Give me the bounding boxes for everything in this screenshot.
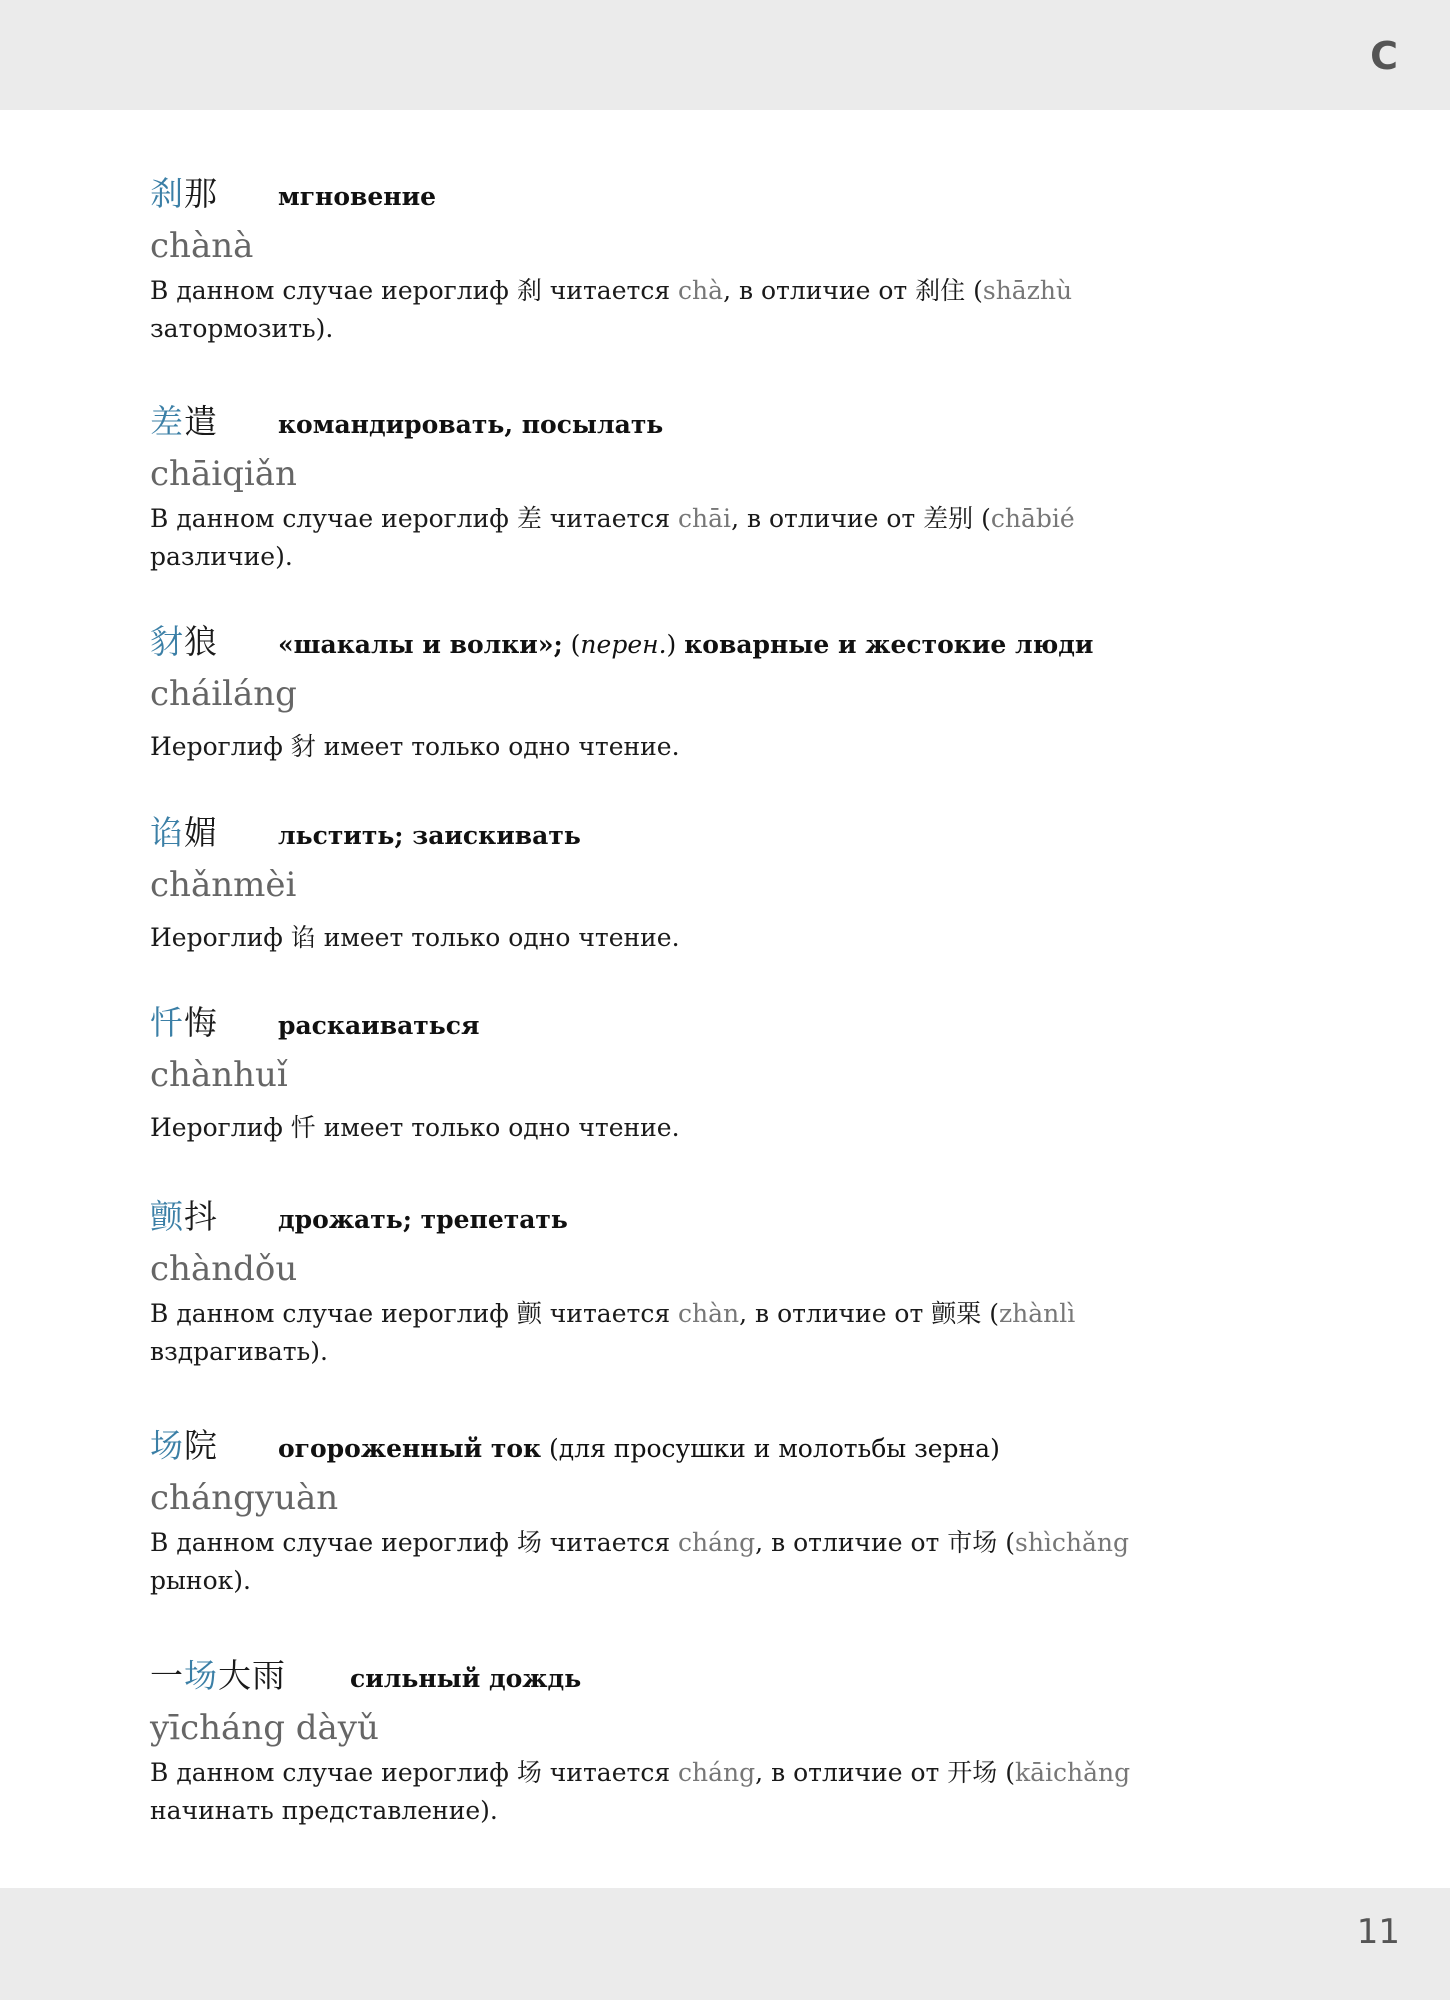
entry-pinyin: chàndǒu	[150, 1249, 298, 1289]
entry-headline	[150, 811, 1200, 861]
dictionary-entry	[150, 1001, 1200, 1147]
entry-headline	[150, 1001, 1200, 1051]
entry-note: В данном случае иероглиф 场 читается cháng, в отличие от 开场 (kāichǎng начинать представление).	[150, 1758, 1131, 1825]
header-band	[0, 0, 1450, 110]
word-highlight: 颤	[150, 1197, 184, 1236]
entry-pinyin: chāiqiǎn	[150, 454, 297, 494]
entry-word	[150, 1424, 218, 1468]
entry-headline	[150, 172, 1200, 222]
entry-pinyin: chànhuǐ	[150, 1055, 288, 1095]
section-letter: С	[1370, 34, 1398, 78]
entry-meaning: мгновение	[278, 182, 437, 211]
entry-meaning: льстить; заискивать	[278, 821, 581, 850]
entry-note: Иероглиф 谄 имеет только одно чтение.	[150, 923, 680, 952]
word-rest: 媚	[184, 813, 218, 852]
word-rest: 遣	[184, 402, 218, 441]
word-rest: 抖	[184, 1197, 218, 1236]
entry-headline	[150, 1654, 1200, 1704]
entry-meaning: «шакалы и волки»; (перен.) коварные и жестокие люди	[278, 630, 1094, 659]
page-number: 11	[1356, 1912, 1400, 1952]
dictionary-entry	[150, 1195, 1200, 1371]
entry-note: В данном случае иероглиф 刹 читается chà, в отличие от 刹住 (shāzhù затормозить).	[150, 276, 1073, 343]
entry-word	[150, 811, 218, 855]
entry-pinyin: yīcháng dàyǔ	[150, 1708, 379, 1748]
entry-note: В данном случае иероглиф 差 читается chāi, в отличие от 差别 (chābié различие).	[150, 504, 1075, 571]
word-highlight: 忏	[150, 1003, 184, 1042]
word-prefix: 一	[150, 1656, 184, 1695]
footer-band	[0, 1888, 1450, 2000]
dictionary-entry	[150, 811, 1200, 957]
entry-meaning: раскаиваться	[278, 1011, 480, 1040]
dictionary-entry	[150, 620, 1200, 766]
word-highlight: 差	[150, 402, 184, 441]
entry-meaning: командировать, посылать	[278, 410, 664, 439]
entry-headline	[150, 1424, 1200, 1474]
word-rest: 狼	[184, 622, 218, 661]
entry-meaning: дрожать; трепетать	[278, 1205, 568, 1234]
entry-meaning: огороженный ток (для просушки и молотьбы зерна)	[278, 1434, 1000, 1463]
entry-word	[150, 1195, 218, 1239]
entry-headline	[150, 620, 1200, 670]
entry-pinyin: cháiláng	[150, 674, 297, 714]
entry-pinyin: chǎnmèi	[150, 865, 297, 905]
dictionary-entry	[150, 1424, 1200, 1600]
word-highlight: 谄	[150, 813, 184, 852]
entry-note: Иероглиф 忏 имеет только одно чтение.	[150, 1113, 680, 1142]
entry-note: Иероглиф 豺 имеет только одно чтение.	[150, 732, 680, 761]
entry-word	[150, 172, 218, 216]
entry-headline	[150, 1195, 1200, 1245]
entry-note: В данном случае иероглиф 场 читается cháng, в отличие от 市场 (shìchǎng рынок).	[150, 1528, 1130, 1595]
entry-headline	[150, 400, 1200, 450]
entry-pinyin: chànà	[150, 226, 254, 266]
entry-word	[150, 400, 218, 444]
entry-pinyin: chángyuàn	[150, 1478, 339, 1518]
entry-word	[150, 1654, 286, 1698]
word-rest: 院	[184, 1426, 218, 1465]
entry-word	[150, 1001, 218, 1045]
word-rest: 悔	[184, 1003, 218, 1042]
entry-meaning: сильный дождь	[350, 1664, 582, 1693]
word-highlight: 场	[184, 1656, 218, 1695]
dictionary-entry	[150, 172, 1200, 348]
word-highlight: 豺	[150, 622, 184, 661]
word-rest: 大雨	[218, 1656, 286, 1695]
word-highlight: 刹	[150, 174, 184, 213]
dictionary-entry	[150, 400, 1200, 576]
entry-note: В данном случае иероглиф 颤 читается chàn, в отличие от 颤栗 (zhànlì вздрагивать).	[150, 1299, 1076, 1366]
word-rest: 那	[184, 174, 218, 213]
word-highlight: 场	[150, 1426, 184, 1465]
entry-word	[150, 620, 218, 664]
dictionary-entry	[150, 1654, 1200, 1830]
